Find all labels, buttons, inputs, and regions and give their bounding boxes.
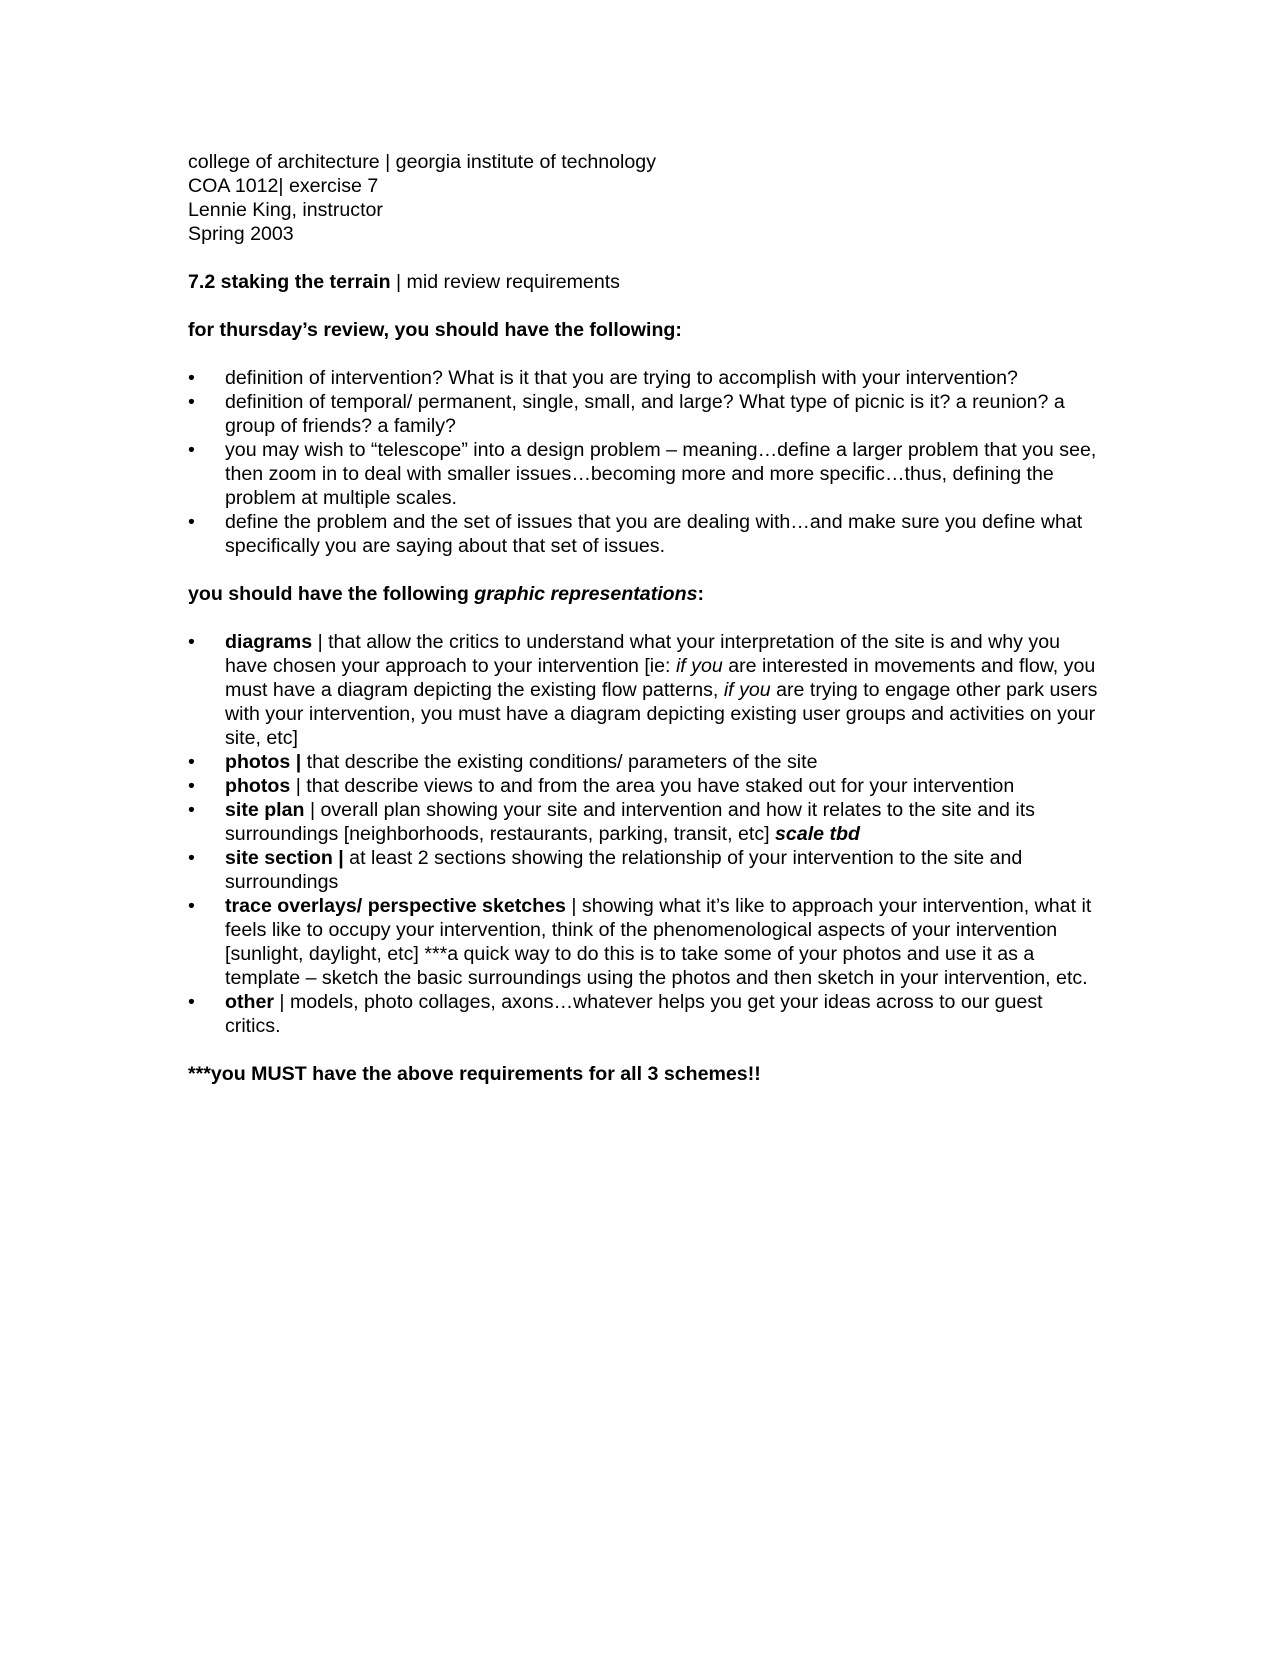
- item-text: | that describe views to and from the area you have staked out for your intervention: [290, 775, 1015, 797]
- item-term: diagrams: [225, 631, 313, 653]
- item-emphasis: if you: [675, 655, 723, 677]
- item-text: are interested in movements and flow, you must have a diagram depicting the existing flow patterns,: [225, 655, 1096, 701]
- item-text: that describe the existing conditions/ parameters of the site: [301, 751, 818, 773]
- item-term: site section |: [225, 847, 344, 869]
- item-text: | models, photo collages, axons…whatever helps you get your ideas across to our guest critics.: [225, 991, 1043, 1037]
- item-term: trace overlays/ perspective sketches: [225, 895, 566, 917]
- bullet-glyph: •: [188, 895, 195, 917]
- bullet-glyph: •: [188, 391, 195, 413]
- exercise-title: [188, 270, 1098, 294]
- header-instructor: Lennie King, instructor: [188, 199, 383, 221]
- exercise-title-rest: | mid review requirements: [390, 271, 620, 293]
- list-item: [188, 438, 1098, 510]
- item-text: | that allow the critics to understand what your interpretation of the site is and why you have chosen your approach to your intervention [ie:: [225, 631, 1060, 677]
- bullet-glyph: •: [188, 847, 195, 869]
- item-term: site plan: [225, 799, 305, 821]
- bullet-glyph: •: [188, 439, 195, 461]
- list-item: [188, 390, 1098, 438]
- header-institution: college of architecture | georgia institute of technology: [188, 151, 657, 173]
- bullet-glyph: •: [188, 367, 195, 389]
- bullet-glyph: •: [188, 511, 195, 533]
- item-term: photos |: [225, 751, 302, 773]
- item-emphasis: scale tbd: [775, 823, 860, 845]
- graphic-heading: [188, 582, 1098, 606]
- item-text: | overall plan showing your site and intervention and how it relates to the site and its surroundings [neighborhoods, restaurants, parking, transit, etc]: [225, 799, 1035, 845]
- item-text: are trying to engage other park users with your intervention, you must have a diagram depicting existing user groups and activities on your site, etc]: [225, 679, 1098, 749]
- list-item-site-plan: [188, 798, 1098, 846]
- list-item: [188, 366, 1098, 390]
- review-heading: for thursday’s review, you should have the following:: [188, 319, 682, 341]
- footer-note: ***you MUST have the above requirements for all 3 schemes!!: [188, 1063, 761, 1085]
- bullet-glyph: •: [188, 799, 195, 821]
- exercise-title-bold: 7.2 staking the terrain: [188, 271, 391, 293]
- graphic-heading-prefix: you should have the following: [188, 583, 475, 605]
- list-item: [188, 510, 1098, 558]
- list-item-text: define the problem and the set of issues that you are dealing with…and make sure you define what specifically you are saying about that set of issues.: [225, 511, 1083, 557]
- bullet-glyph: •: [188, 631, 195, 653]
- document-page: [188, 150, 1098, 1086]
- item-text: | showing what it’s like to approach your intervention, what it feels like to occupy your intervention, think of the phenomenological aspects of your intervention [sunlight, daylight, etc] ***a quick way to do this is to take some of your photos and use it as a template – sketch the basic surroundings using the photos and then sketch in your intervention, etc.: [225, 895, 1092, 989]
- graphic-list: [188, 630, 1098, 1038]
- list-item-site-section: [188, 846, 1098, 894]
- header-term: Spring 2003: [188, 223, 294, 245]
- item-emphasis: if you: [723, 679, 771, 701]
- bullet-glyph: •: [188, 991, 195, 1013]
- list-item-diagrams: [188, 630, 1098, 750]
- list-item-trace-overlays: [188, 894, 1098, 990]
- header-course: COA 1012| exercise 7: [188, 175, 379, 197]
- list-item-photos-conditions: [188, 750, 1098, 774]
- graphic-heading-emphasis: graphic representations: [474, 583, 698, 605]
- list-item-text: definition of temporal/ permanent, single, small, and large? What type of picnic is it? a reunion? a group of friends? a family?: [225, 391, 1065, 437]
- list-item-text: you may wish to “telescope” into a design problem – meaning…define a larger problem that you see, then zoom in to deal with smaller issues…becoming more and more specific…thus, defining the problem at multiple scales.: [225, 439, 1097, 509]
- bullet-glyph: •: [188, 775, 195, 797]
- list-item-other: [188, 990, 1098, 1038]
- list-item-photos-views: [188, 774, 1098, 798]
- item-term: other: [225, 991, 274, 1013]
- graphic-heading-suffix: :: [697, 583, 705, 605]
- review-list: [188, 366, 1098, 558]
- list-item-text: definition of intervention? What is it that you are trying to accomplish with your intervention?: [225, 367, 1018, 389]
- item-term: photos: [225, 775, 291, 797]
- item-text: at least 2 sections showing the relationship of your intervention to the site and surroundings: [225, 847, 1023, 893]
- bullet-glyph: •: [188, 751, 195, 773]
- document-header: [188, 150, 1098, 246]
